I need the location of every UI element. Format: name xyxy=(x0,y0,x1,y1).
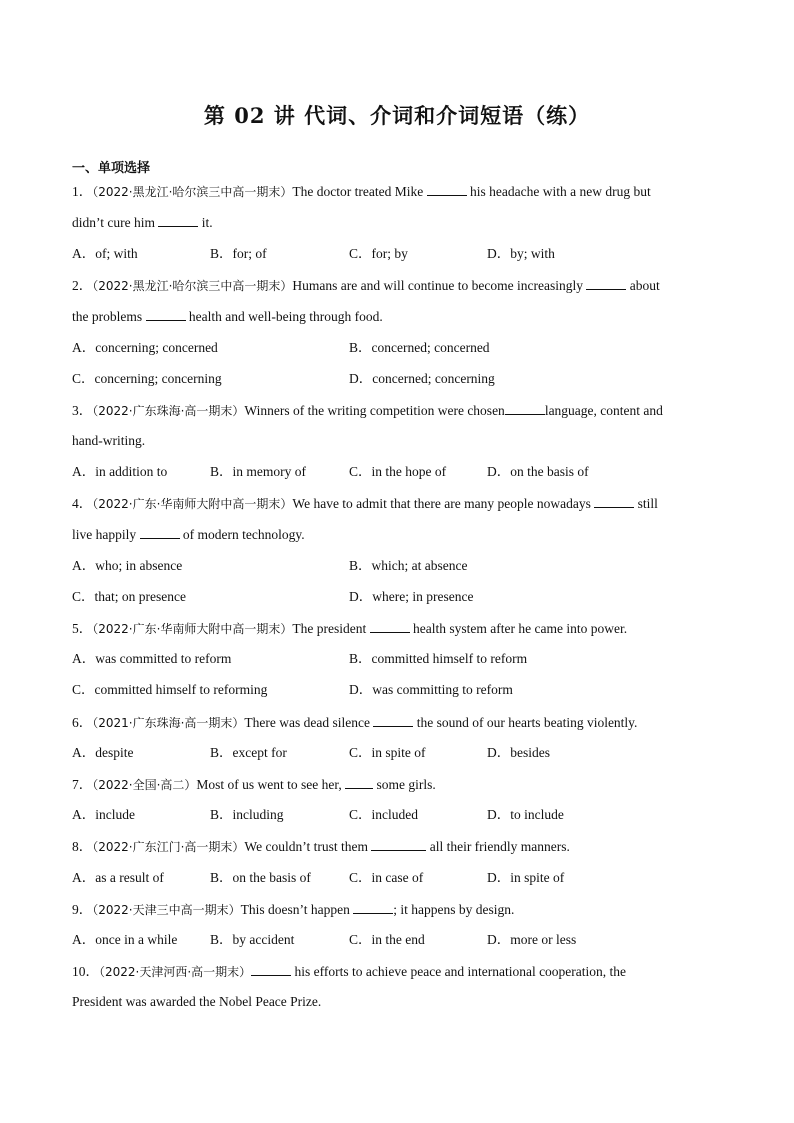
answer-blank xyxy=(370,618,410,633)
option-d: D．besides xyxy=(487,745,550,760)
question-4-line-1: 4．（2022·广东·华南师大附中高一期末）We have to admit that there are many people nowadays still xyxy=(72,493,722,513)
answer-blank xyxy=(427,181,467,196)
option-b: B．including xyxy=(210,807,284,822)
option-c: C．included xyxy=(349,807,418,822)
question-4-line-2: live happily of modern technology. xyxy=(72,524,722,544)
question-9-line-1: 9．（2022·天津三中高一期末）This doesn’t happen ; it happens by design. xyxy=(72,899,722,919)
answer-blank xyxy=(353,899,393,914)
option-b: B．on the basis of xyxy=(210,870,311,885)
option-c: C．in the end xyxy=(349,932,425,947)
option-c: C．in case of xyxy=(349,870,424,885)
option-b: B．by accident xyxy=(210,932,295,947)
option-d: D．concerned; concerning xyxy=(349,371,495,386)
option-d: D．was committing to reform xyxy=(349,682,513,697)
answer-blank xyxy=(140,524,180,539)
option-a: A．was committed to reform xyxy=(72,651,232,666)
option-a: A．concerning; concerned xyxy=(72,340,218,355)
answer-blank xyxy=(594,493,634,508)
answer-blank xyxy=(345,774,373,789)
answer-blank xyxy=(251,961,291,976)
answer-blank xyxy=(146,306,186,321)
option-a: A．of; with xyxy=(72,246,138,261)
option-d: D．to include xyxy=(487,807,564,822)
option-b: B．in memory of xyxy=(210,464,306,479)
option-c: C．concerning; concerning xyxy=(72,371,222,386)
question-1-line-2: didn’t cure him it. xyxy=(72,212,722,232)
answer-blank xyxy=(373,712,413,727)
option-b: B．which; at absence xyxy=(349,558,468,573)
option-c: C．for; by xyxy=(349,246,408,261)
option-a: A．as a result of xyxy=(72,870,164,885)
option-a: A．in addition to xyxy=(72,464,168,479)
question-7-line-1: 7．（2022·全国·高二）Most of us went to see her, some girls. xyxy=(72,774,722,794)
page-title: 第 02 讲 代词、介词和介词短语（练） xyxy=(203,103,591,128)
option-d: D．on the basis of xyxy=(487,464,589,479)
question-8-line-1: 8．（2022·广东江门·高一期末）We couldn’t trust them all their friendly manners. xyxy=(72,836,722,856)
question-10-line-1: 10．（2022·天津河西·高一期末） his efforts to achieve peace and international cooperation, the xyxy=(72,961,722,981)
option-d: D．by; with xyxy=(487,246,555,261)
option-b: B．for; of xyxy=(210,246,267,261)
answer-blank xyxy=(505,400,545,415)
question-3-line-2: hand-writing. xyxy=(72,433,146,448)
question-10-line-2: President was awarded the Nobel Peace Prize. xyxy=(72,994,322,1009)
option-c: C．in the hope of xyxy=(349,464,447,479)
option-a: A．despite xyxy=(72,745,134,760)
option-c: C．committed himself to reforming xyxy=(72,682,268,697)
section-heading: 一、单项选择 xyxy=(72,161,151,176)
option-c: C．that; on presence xyxy=(72,589,186,604)
option-c: C．in spite of xyxy=(349,745,426,760)
option-a: A．once in a while xyxy=(72,932,178,947)
question-2-line-1: 2．（2022·黑龙江·哈尔滨三中高一期末）Humans are and will continue to become increasingly about xyxy=(72,275,722,295)
question-5-line-1: 5．（2022·广东·华南师大附中高一期末）The president health system after he came into power. xyxy=(72,618,722,638)
answer-blank xyxy=(371,836,426,851)
question-3-line-1: 3．（2022·广东珠海·高一期末）Winners of the writing competition were chosen language, content and xyxy=(72,400,722,420)
option-d: D．more or less xyxy=(487,932,577,947)
option-d: D．where; in presence xyxy=(349,589,474,604)
question-1-line-1: 1．（2022·黑龙江·哈尔滨三中高一期末）The doctor treated Mike his headache with a new drug but xyxy=(72,181,722,201)
option-a: A．include xyxy=(72,807,135,822)
option-b: B．except for xyxy=(210,745,287,760)
option-d: D．in spite of xyxy=(487,870,565,885)
question-6-line-1: 6．（2021·广东珠海·高一期末）There was dead silence the sound of our hearts beating violently. xyxy=(72,712,722,732)
option-b: B．concerned; concerned xyxy=(349,340,490,355)
question-2-line-2: the problems health and well-being through food. xyxy=(72,306,722,326)
answer-blank xyxy=(586,275,626,290)
answer-blank xyxy=(158,212,198,227)
option-b: B．committed himself to reform xyxy=(349,651,528,666)
option-a: A．who; in absence xyxy=(72,558,183,573)
